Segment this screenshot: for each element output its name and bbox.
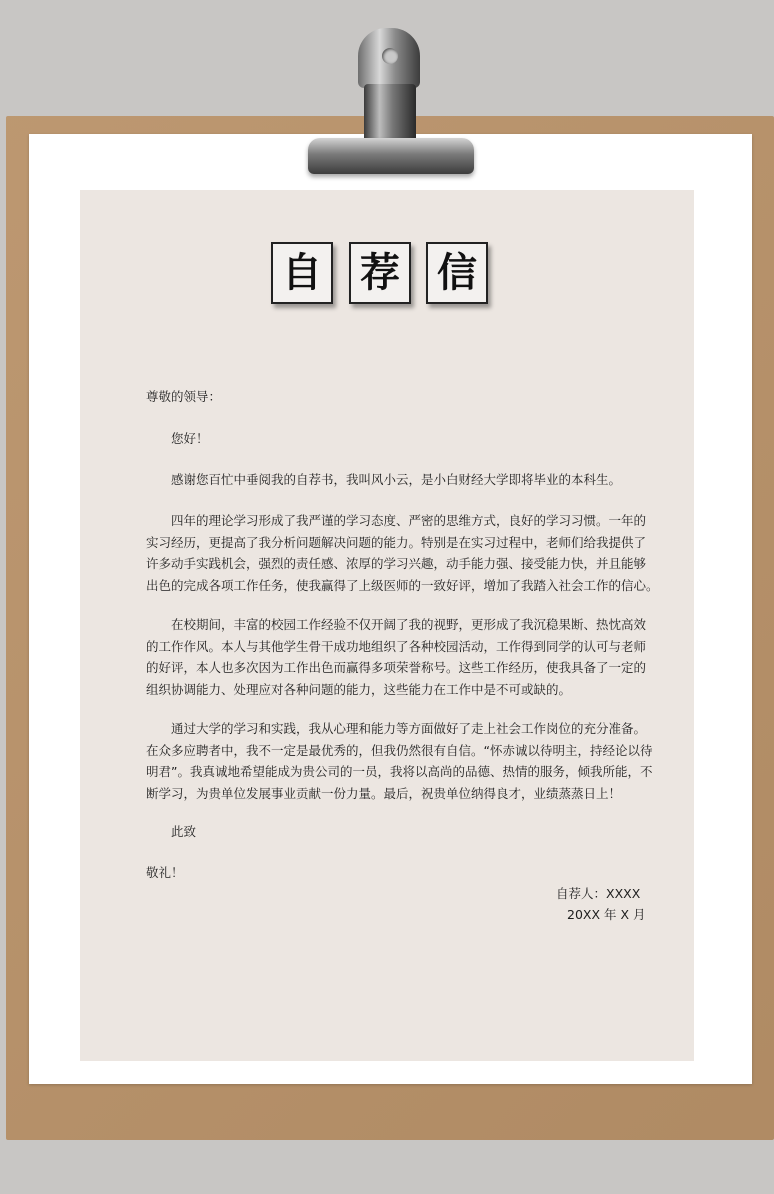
title-char: 荐 [349, 242, 411, 304]
paragraph-study: 四年的理论学习形成了我严谨的学习态度、严密的思维方式，良好的学习习惯。一年的 实习经历，更提高了我分析问题解决问题的能力。特别是在实习过程中，老师们给我提供了 许多动手实践机会，强烈的责任感、浓厚的学习兴趣，动手能力强、接受能力快，并且能够 出色的完成各项工作任务，使我赢得了上级医师的一致好评，增加了我踏入社会工作的信心。 [146, 513, 659, 593]
paragraph-readiness: 通过大学的学习和实践，我从心理和能力等方面做好了走上社会工作岗位的充分准备。 在众多应聘者中，我不一定是最优秀的，但我仍然很有自信。“怀赤诚以待明主，持经论以待 明君”。我真诚地希望能成为贵公司的一员，我将以高尚的品德、热情的服务，倾我所能，不 断学习，为贵单位发展事业贡献一份力量。最后，祝贵单位纳得良才，业绩蒸蒸日上！ [146, 721, 653, 801]
title-char: 自 [271, 242, 333, 304]
greeting: 您好！ [171, 431, 209, 446]
letter-title [271, 242, 491, 308]
paragraph-campus: 在校期间，丰富的校园工作经验不仅开阔了我的视野，更形成了我沉稳果断、热忱高效 的工作作风。本人与其他学生骨干成功地组织了各种校园活动，工作得到同学的认可与老师 的好评，本人也多次因为工作出色而赢得多项荣誉称号。这些工作经历，使我具备了一定的 组织协调能力、处理应对各种问题的能力，这些能力在工作中是不可或缺的。 [146, 617, 647, 697]
signer: 自荐人：XXXX [556, 886, 641, 901]
intro-paragraph: 感谢您百忙中垂阅我的自荐书，我叫风小云，是小白财经大学即将毕业的本科生。 [171, 472, 622, 487]
closing: 此致 [171, 824, 197, 839]
regards: 敬礼！ [146, 865, 184, 880]
title-char: 信 [426, 242, 488, 304]
binder-clip-icon [300, 28, 480, 178]
date: 20XX 年 X 月 [567, 907, 646, 922]
salutation: 尊敬的领导： [146, 389, 222, 404]
